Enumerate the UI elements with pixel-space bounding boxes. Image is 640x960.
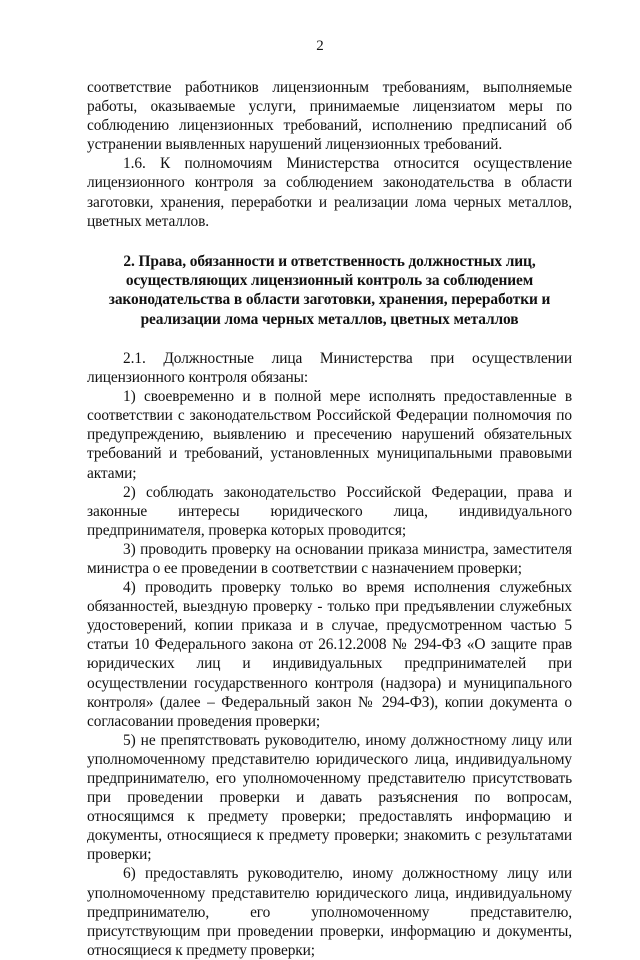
page-number: 2 <box>316 38 324 54</box>
paragraph-continuation: соответствие работников лицензионным требованиям, выполняемые работы, оказываемые услуги, принимаемые лицензиатом меры по соблюдению лицензионных требований, исполнению предписаний об устранении выявленных нарушений лицензионных требований. <box>87 79 572 154</box>
section-heading-line: 2. Права, обязанности и ответственность должностных лиц, <box>123 252 536 270</box>
list-item-2: 2) соблюдать законодательство Российской Федерации, права и законные интересы юридического лица, индивидуального предпринимателя, проверка которых проводится; <box>87 483 572 539</box>
document-body <box>87 78 572 960</box>
list-item-3: 3) проводить проверку на основании приказа министра, заместителя министра о ее проведении в соответствии с назначением проверки; <box>87 540 572 577</box>
paragraph-1-6: 1.6. К полномочиям Министерства относится осуществление лицензионного контроля за соблюдением законодательства в области заготовки, хранения, переработки и реализации лома черных металлов, цветных металлов. <box>87 155 572 230</box>
list-item-5: 5) не препятствовать руководителю, иному должностному лицу или уполномоченному представителю юридического лица, индивидуальному предпринимателю, его уполномоченному представителю присутствовать при проведении проверки и давать разъяснения по вопросам, относящимся к предмету проверки; предоставлять информацию и документы, относящиеся к предмету проверки; знакомить с результатами проверки; <box>87 731 572 864</box>
list-item-1: 1) своевременно и в полной мере исполнять предоставленные в соответствии с законодательством Российской Федерации полномочия по предупреждению, выявлению и пресечению нарушений обязательных требований и требований, установленных муниципальными правовыми актами; <box>87 388 572 482</box>
list-item-4: 4) проводить проверку только во время исполнения служебных обязанностей, выездную проверку - только при предъявлении служебных удостоверений, копии приказа и в случае, предусмотренном частью 5 статьи 10 Федерального закона от 26.12.2008 № 294-ФЗ «О защите прав юридических лиц и индивидуальных предпринимателей при осуществлении государственного контроля (надзора) и муниципального контроля» (далее – Федеральный закон № 294-ФЗ), копии документа о согласовании проведения проверки; <box>87 579 572 730</box>
section-heading-line: осуществляющих лицензионный контроль за соблюдением <box>125 272 534 290</box>
section-heading-line: законодательства в области заготовки, хранения, переработки и <box>108 291 551 309</box>
section-heading <box>87 252 572 329</box>
list-item-6: 6) предоставлять руководителю, иному должностному лицу или уполномоченному представителю юридического лица, индивидуальному предпринимателю, его уполномоченному представителю, присутствующим при проведении проверки, информацию и документы, относящиеся к предмету проверки; <box>87 865 572 959</box>
paragraph-2-1: 2.1. Должностные лица Министерства при осуществлении лицензионного контроля обязаны: <box>87 349 572 387</box>
section-heading-line: реализации лома черных металлов, цветных металлов <box>140 310 519 328</box>
